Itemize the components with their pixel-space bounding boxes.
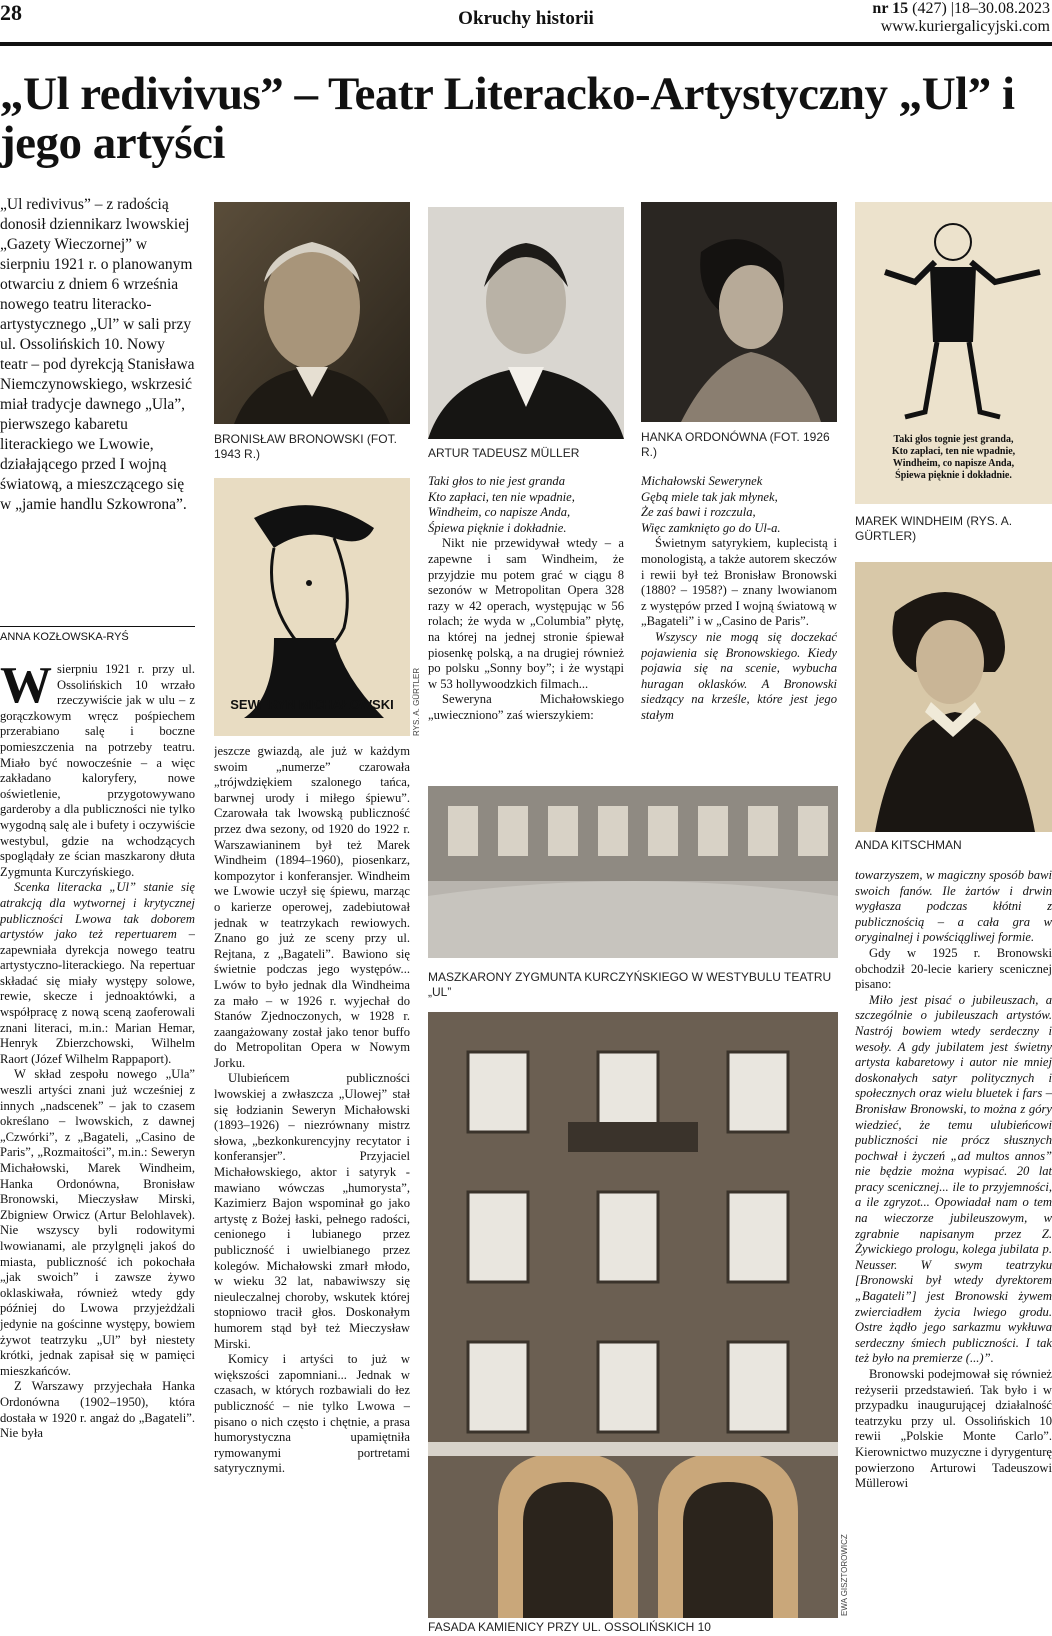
paragraph: Nikt nie przewidywał wtedy – a zapewne i sam Windheim, że przyjdzie mu potem grać w ciągu 8 sezonów w Metropolitan Opera 328 razy w 42 operach, występując w 56 rolach; że wyda w „Columbia” płytę, na której na jednej stronie śpiewał piosenkę polską, a na drugiej również po polsku „Sonny boy”; i że wystąpi w 53 hollywoodzkich filmach... bbox=[428, 536, 624, 691]
paragraph: jeszcze gwiazdą, ale już w każdym swoim „numerze” czarowała „trójwdziękiem szalonego tańca, barwnej urody i miłego śpiewu”. Czarowała tak lwowską publiczność przez dwa sezony, od 1920 do 1922 r. Warszawianinem był też Marek Windheim (1894–1960), piosenkarz, kompozytor i konferansjer. Windheim we Lwowie uczył się śpiewu, marząc o karierze operowej, zadebiutował jednak w teatrzykach rewiowych. Znano go już ze sceny przy ul. Rejtana, z „Bagateli”. Bawiono się świetnie podczas jego występów... Lwów to było jednak dla Windheima za mało – w 1926 r. wyjechał do Stanów Zjednoczonych, w 1928 r. zaangażowany został jako tenor buffo do Metropolitan Opera w Nowym Jorku. bbox=[214, 744, 410, 1070]
paragraph: Gdy w 1925 r. Bronowski obchodził 20-lecie kariery scenicznej pisano: bbox=[855, 945, 1052, 992]
caption-windheim: MAREK WINDHEIM (RYS. A. GÜRTLER) bbox=[855, 514, 1013, 543]
photo-ordonowna bbox=[641, 202, 837, 422]
issue-detail: (427) |18–30.08.2023 bbox=[912, 0, 1050, 17]
body-column-3 bbox=[428, 474, 624, 780]
photo-fasada bbox=[428, 1012, 838, 1618]
caption-ordonowna: HANKA ORDONÓWNA (FOT. 1926 R.) bbox=[641, 430, 830, 459]
body-column-1 bbox=[0, 662, 195, 1634]
poem-line: Gębą miele tak jak młynek, bbox=[641, 489, 778, 504]
caption-bronowski: BRONISŁAW BRONOWSKI (FOT. 1943 R.) bbox=[214, 432, 397, 461]
paragraph-quote: towarzyszem, w magiczny sposób bawi swoich fanów. Ile żartów i drwin wygłasza podczas kłótni z publicznością – a cała gra w oryginalnej i powściągliwej formie. bbox=[855, 868, 1052, 945]
body-column-2 bbox=[214, 744, 410, 1634]
poem-line: Taki głos to nie jest granda bbox=[428, 474, 566, 488]
poem-line: Windheim, co napisze Anda, bbox=[428, 505, 571, 520]
credit-caricature: RYS. A. GÜRTLER bbox=[412, 667, 421, 736]
paragraph: Ulubieńcem publiczności lwowskiej a zwłaszcza „Ulowej” stał się łodzianin Seweryn Michałowski (1893–1926) – niezrównany mistrz słowa, „bezkonkurencyjny recytator i konferansjer”. Przyjaciel Michałowskiego, aktor i satyryk - mawiano wówczas „humorysta”, Kazimierz Bajon wspominał go jako artystę z Bożej łaski, pełnego radości, cenionego i lubianego przez publiczność i uwielbianego przez kolegów. Michałowski zmarł młodo, w wieku 32 lat, nabawiwszy się nieuleczalnej choroby, wskutek której stopniowo tracił głos. Doskonałym humorem stąd był też Mieczysław Mirski. bbox=[214, 1071, 410, 1351]
poem-line: Michałowski Sewerynek bbox=[641, 474, 763, 488]
paragraph: sierpniu 1921 r. przy ul. Ossolińskich 10 wrzało rzeczywiście jak w ulu – z gorączkowym wręcz pośpiechem przerabiano salę i boczne pomieszczenia na potrzeby teatru. Miało być nowocześnie – a więc zakładano kaloryfery, nowe oświetlenie, przygotowywano garderoby a dla publiczności nie tylko wygodną salę ale i bufety i oczywiście westybul, gdzie na wchodzących spoglądały ze ścian maszkarony dłuta Zygmunta Kurczyńskiego. bbox=[0, 662, 195, 879]
caption-fasada: FASADA KAMIENICY PRZY UL. OSSOLIŃSKICH 10 bbox=[428, 1620, 711, 1634]
poem-windheim bbox=[428, 474, 624, 536]
paragraph: W skład zespołu nowego „Ula” weszli artyści znani już wcześniej z innych „nadscenek” – jak to czasem określano – lwowskich, z dawnej „Czwórki”, z „Bagateli, „Casino de Paris”, „Rozmaitości”, m.in.: Seweryn Michałowski, Marek Windheim, Hanka Ordonówna, Bronisław Bronowski, Mieczysław Mirski, Zbigniew Orwicz (Artur Belohlavek). Nie wszyscy byli rodowitymi lwowianami, ale przylgnęli jakoś do miasta, publiczność ich pokochała „jak swoich” i zawsze żywo oklaskiwała, również wtedy gdy później do Lwowa przyjeżdżali jedynie na gościnne występy, bowiem żywot teatrzyku „Ul” był niestety krótki, jednak zapisał się w pamięci mieszkańców. bbox=[0, 1067, 195, 1378]
caption-kitschman: ANDA KITSCHMAN bbox=[855, 838, 962, 852]
drop-cap: W bbox=[0, 662, 52, 714]
header-rule bbox=[0, 42, 1052, 46]
poem-line: Że zaś bawi i rozczula, bbox=[641, 505, 756, 520]
paragraph: Świetnym satyrykiem, kuplecistą i monologistą, a także autorem skeczów i rewii był też Bronisław Bronowski (1880? – 1958?) – znany lwowianom z występów przed I wojną światową w „Bagateli” i w „Casino de Paris”. bbox=[641, 536, 837, 629]
inscription-line: Kto zapłaci, ten nie wpadnie, bbox=[891, 446, 1016, 457]
issue-number: nr 15 bbox=[872, 0, 909, 17]
article-author: ANNA KOZŁOWSKA-RYŚ bbox=[0, 626, 195, 643]
paragraph-quote: Wszyscy nie mogą się doczekać pojawienia się Bronowskiego. Kiedy pojawia się na scenie, wybucha huragan oklasków. A Bronowski siedzący na krześle, które jest jego stałym bbox=[641, 629, 837, 722]
poem-michalowski bbox=[641, 474, 837, 536]
inscription-line: Windheim, co napisze Anda, bbox=[892, 458, 1015, 469]
paragraph: Bronowski podejmował się również reżyserii przedstawień. Tak było i w przypadku inaugurującej działalność teatrzyku przy ul. Ossolińskich 10 rewii „Polskie Monte Carlo”. Kierownictwo muzyczne i dyrygenturę powierzono Arturowi Tadeuszowi Müllerowi bbox=[855, 1367, 1052, 1491]
credit-facade: EWA GISZTOROWICZ bbox=[840, 1534, 849, 1616]
caption-maszkarony: MASZKARONY ZYGMUNTA KURCZYŃSKIEGO W WESTYBULU TEATRU „UL” bbox=[428, 970, 832, 999]
issue-info bbox=[872, 0, 1050, 36]
paragraph: Seweryna Michałowskiego „uwieczniono” zaś wierszykiem: bbox=[428, 692, 624, 722]
paragraph-quote: Miło jest pisać o jubileuszach, a szczególnie o jubileuszach artystów. Nastrój bowiem wtedy serdeczny i wesoły. A gdy jubilatem jest świetny artysta kabaretowy i autor nie mniej doskonałych satyr politycznych i społecznych oraz wielu bluetek i fars – Bronisław Bronowski, to można z góry wiedzieć, że temu ulubieńcowi publiczności nie prócz słusznych pochwał i życzeń „ad multos annos” nie będzie można wypisać. 20 lat pracy scenicznej... ile to przyjemności, a ile zgryzot... Opowiadał nam o tem na wieczorze jubileuszowym, w zgrabnie napisanym przez Z. Żywickiego prologu, kolega jubilata p. Neusser. W swym teatrzyku [Bronowski był wtedy dyrektorem „Bagateli”] jest Bronowski żywem zwierciadłem życia lwiego grodu. Ostre żądło jego sarkazmu wykłuwa serdeczny śmiech publiczności. I tak też było na premierze (...)”. bbox=[855, 992, 1052, 1366]
photo-maszkarony bbox=[428, 786, 838, 958]
paragraph-quote: Scenka literacka „Ul” stanie się atrakcją dla wytwornej i krytycznej publiczności Lwowa tak doborem artystów jako też repertuarem bbox=[0, 880, 195, 942]
poem-line: Więc zamknięto go do Ul-a. bbox=[641, 520, 781, 535]
paragraph: Z Warszawy przyjechała Hanka Ordonówna (1902–1950), która dostała w 1920 r. angaż do „Bagateli”. Nie była bbox=[0, 1379, 195, 1441]
paragraph: – zapewniała dyrekcja nowego teatru artystyczno-literackiego. Na repertuar składać się miały występy solowe, rewie, skecze i jednoaktówki, a współpracę z nową sceną zaoferowali znani literaci, m.in.: Marian Hemar, Henryk Zbierzchowski, Wilhelm Raort (Józef Wilhelm Rappaport). bbox=[0, 927, 195, 1066]
caricature-label: SEWERYN MICHAŁOWSKI bbox=[230, 697, 394, 712]
website-link[interactable]: www.kuriergalicyjski.com bbox=[880, 18, 1050, 35]
drawing-windheim bbox=[855, 202, 1052, 504]
section-title: Okruchy historii bbox=[458, 8, 594, 29]
poem-line: Śpiewa pięknie i dokładnie. bbox=[428, 520, 567, 535]
article-lead: „Ul redivivus” – z radością donosił dziennikarz lwowskiej „Gazety Wieczornej” w sierpniu 1921 r. o planowanym otwarciu z dniem 6 września nowego teatru literacko-artystycznego „Ul” w sali przy ul. Ossolińskich 10. Nowy teatr – pod dyrekcją Stanisława Niemczynowskiego, wskrzesić miał tradycje dawnego „Ula”, pierwszego kabaretu literackiego we Lwowie, działającego przed I wojną światową, a mieszczącego się w „jamie handlu Szkowrona”. bbox=[0, 196, 195, 513]
drawing-inscription bbox=[863, 434, 1044, 482]
poem-line: Kto zapłaci, ten nie wpadnie, bbox=[428, 489, 575, 504]
inscription-line: Śpiewa pięknie i dokładnie. bbox=[895, 470, 1012, 481]
paragraph: Komicy i artyści to już w większości zapomniani... Jednak w czasach, w których rozbawiali do łez publiczność – nie tylko Lwowa – pisano o nich często i chętnie, a prasa humorystyczna upamiętniła rymowanymi portretami satyrycznymi. bbox=[214, 1352, 410, 1476]
caption-muller: ARTUR TADEUSZ MÜLLER bbox=[428, 446, 580, 460]
body-column-4 bbox=[641, 474, 837, 780]
article-headline: „Ul redivivus” – Teatr Literacko-Artystyczny „Ul” i jego artyści bbox=[0, 68, 1015, 169]
photo-muller bbox=[428, 207, 624, 439]
photo-kitschman bbox=[855, 562, 1052, 832]
page-number: 28 bbox=[0, 0, 22, 25]
caricature-michalowski bbox=[214, 478, 410, 736]
body-column-5 bbox=[855, 868, 1052, 1634]
inscription-line: Taki głos tognie jest granda, bbox=[893, 434, 1014, 445]
photo-bronowski bbox=[214, 202, 410, 424]
